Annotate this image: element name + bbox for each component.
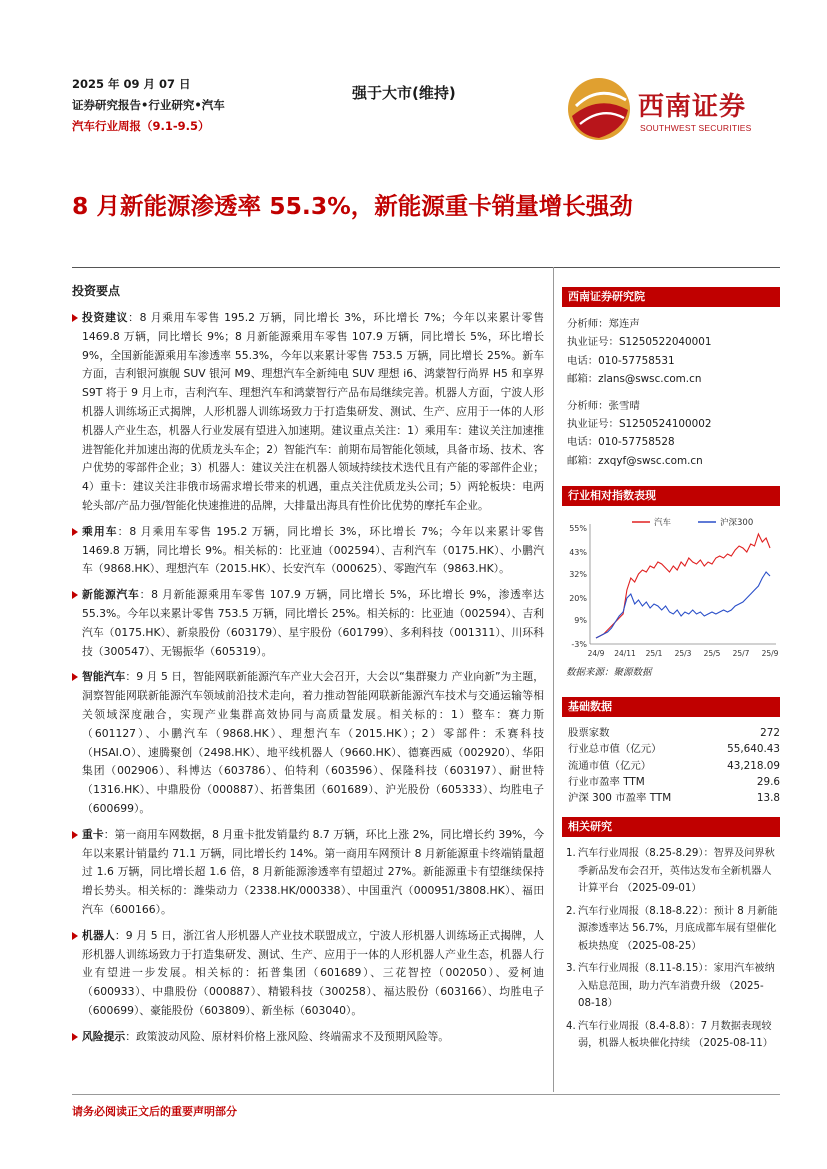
series-line-auto xyxy=(596,534,770,638)
header-divider xyxy=(72,267,780,268)
bullet-icon xyxy=(72,932,78,940)
y-tick-label: 55% xyxy=(569,524,587,533)
logo-cn-text: 西南证券 xyxy=(638,92,747,122)
table-row: 流通市值（亿元） 43,218.09 xyxy=(568,759,780,772)
x-tick-label: 24/9 xyxy=(587,649,605,658)
related-research-panel xyxy=(562,817,780,1058)
analyst-cert: 执业证号：S1250522040001 xyxy=(567,336,712,349)
list-item[interactable]: 2. 汽车行业周报（8.18-8.22）：预计 8 月新能源渗透率达 56.7%，月底成都车展有望催化板块热度 （2025-08-25） xyxy=(566,905,778,952)
para-heavy-truck: 重卡：第一商用车网数据，8 月重卡批发销量约 8.7 万辆，环比上涨 2%，同比增长约 39%，今年以来累计销量约 71.1 万辆，同比增长约 14%。第一商用车网预计 8 月新能源重卡终端销量超过 1.6 万辆，同比增长超 1.6 倍，8 月新能源渗透率有望超过 27%。新能源重卡有望继续保持增长势头。相关标的：潍柴动力（2338.HK/000338）、中国重汽（000951/3808.HK）、福田汽车（600166）。 xyxy=(72,826,544,920)
related-research-list xyxy=(562,845,780,1053)
analyst-name: 分析师：郑连声 xyxy=(567,318,640,330)
report-title: 8 月新能源渗透率 55.3%，新能源重卡销量增长强劲 xyxy=(72,192,633,220)
analyst-phone: 电话：010-57758528 xyxy=(567,436,675,449)
logo-en-text: SOUTHWEST SECURITIES xyxy=(640,123,752,133)
index-line-chart xyxy=(562,514,780,664)
column-divider xyxy=(553,267,554,1092)
legend-label: 汽车 xyxy=(654,518,672,528)
analyst-card xyxy=(562,315,780,470)
x-tick-label: 25/7 xyxy=(732,649,750,658)
y-tick-label: -3% xyxy=(571,640,587,649)
report-meta xyxy=(72,74,225,137)
bullet-icon xyxy=(72,831,78,839)
y-tick-label: 32% xyxy=(569,570,587,579)
related-research-heading: 相关研究 xyxy=(562,817,780,837)
industry-rating: 强于大市(维持) xyxy=(352,84,456,102)
bullet-icon xyxy=(72,314,78,322)
institute-heading: 西南证券研究院 xyxy=(562,287,780,307)
basic-data-table xyxy=(562,725,780,806)
investment-highlights xyxy=(72,282,544,1053)
table-row: 行业市盈率 TTM 29.6 xyxy=(568,775,780,788)
x-tick-label: 25/5 xyxy=(703,649,721,658)
list-item[interactable]: 3. 汽车行业周报（8.11-8.15）：家用汽车被纳入贴息范围，助力汽车消费升级 （2025-08-18） xyxy=(566,963,775,1009)
company-logo xyxy=(566,76,766,140)
index-chart-heading: 行业相对指数表现 xyxy=(562,486,780,506)
table-row: 行业总市值（亿元） 55,640.43 xyxy=(568,743,780,756)
analyst-phone: 电话：010-57758531 xyxy=(567,354,675,367)
footer-disclaimer: 请务必阅读正文后的重要声明部分 xyxy=(72,1105,237,1118)
basic-data-panel xyxy=(562,697,780,806)
analyst-email[interactable]: 邮箱：zxqyf@swsc.com.cn xyxy=(567,454,703,467)
logo-emblem-icon xyxy=(566,76,632,142)
para-investment-advice: 投资建议：8 月乘用车零售 195.2 万辆，同比增长 3%，环比增长 7%；今年以来累计零售 1469.8 万辆，同比增长 9%；8 月新能源乘用车零售 107.9 万辆，同比增长 5%，环比增长 9%，全国新能源乘用车渗透率 55.3%，今年以来累计零售 753.5 万辆，同比增长 25%。新车方面，吉利银河旗舰 SUV 银河 M9、理想汽车全新纯电 SUV 理想 i6、鸿蒙智行尚界 H5 和享界 S9T 将于 9 月上市，吉利汽车、理想汽车和鸿蒙智行产品布局继续完善。机器人方面，宁波人形机器人训练场正式揭牌，人形机器人训练场致力于打造集研发、测试、生产、应用于一体的人形机器人产业生态，机器人行业发展有望进入加速期。建议重点关注：1）乘用车：建议关注加速推进智能化并加速出海的优质龙头车企；2）智能汽车：前期布局智能化领域，具备市场、技术、客户优势的零部件企业；3）机器人：建议关注在机器人领域持续技术迭代且有产能的零部件企业；4）重卡：建议关注非俄市场需求增长带来的机遇，重点关注优质龙头公司；5）两轮板块：电两轮头部/产品力强/智能化快速推进的品牌，大排量出海具有性价比优势的摩托车企业。 xyxy=(72,309,544,516)
x-tick-label: 25/3 xyxy=(674,649,692,658)
investment-heading: 投资要点 xyxy=(72,284,121,298)
basic-data-heading: 基础数据 xyxy=(562,697,780,717)
para-risk: 风险提示：政策波动风险、原材料价格上涨风险、终端需求不及预期风险等。 xyxy=(72,1028,544,1047)
x-tick-label: 25/1 xyxy=(645,649,663,658)
para-nev: 新能源汽车：8 月新能源乘用车零售 107.9 万辆，同比增长 5%，环比增长 9%，渗透率达 55.3%。今年以来累计零售 753.5 万辆，同比增长 25%。相关标的：比亚迪（002594）、吉利汽车（0175.HK）、新泉股份（603179）、星宇股份（601799）、多利科技（001311）、川环科技（300547）、无锡振华（605319）。 xyxy=(72,586,544,661)
para-passenger-car: 乘用车：8 月乘用车零售 195.2 万辆，同比增长 3%，环比增长 7%；今年以来累计零售 1469.8 万辆，同比增长 9%。相关标的：比亚迪（002594）、吉利汽车（0175.HK）、小鹏汽车（9868.HK）、理想汽车（2015.HK）、长安汽车（000625）、零跑汽车（9863.HK）。 xyxy=(72,523,544,579)
institute-panel xyxy=(562,287,780,470)
list-item[interactable]: 1. 汽车行业周报（8.25-8.29）：智界及问界秋季新品发布会召开，英伟达发布全新机器人计算平台 （2025-09-01） xyxy=(566,848,775,894)
bullet-icon xyxy=(72,528,78,536)
list-item[interactable]: 4. 汽车行业周报（8.4-8.8）：7 月数据表现较弱，机器人板块催化持续 （2025-08-11） xyxy=(566,1020,773,1049)
table-row: 股票家数 272 xyxy=(568,727,780,739)
analyst-name: 分析师：张雪晴 xyxy=(567,399,640,412)
y-tick-label: 20% xyxy=(569,594,587,603)
y-tick-label: 9% xyxy=(574,616,587,625)
analyst-cert: 执业证号：S1250524100002 xyxy=(567,418,712,431)
bullet-icon xyxy=(72,673,78,681)
para-smart-car: 智能汽车：9 月 5 日，智能网联新能源汽车产业大会召开，大会以“集群聚力 产业向新”为主题，洞察智能网联新能源汽车领域前沿技术走向，着力推动智能网联新能源汽车技术与交通运输等相关领域深度融合，实现产业集群高效协同与高质量发展。相关标的：1）整车：赛力斯（601127）、小鹏汽车（9868.HK）、理想汽车（2015.HK）；2）零部件：禾赛科技（HSAI.O）、速腾聚创（2498.HK）、地平线机器人（9660.HK）、德赛西威（002920）、华阳集团（002906）、科博达（603786）、伯特利（603596）、保隆科技（603197）、耐世特（1316.HK）、中鼎股份（000887）、拓普集团（601689）、沪光股份（605333）、均胜电子（600699）。 xyxy=(72,668,544,818)
legend-label: 沪深300 xyxy=(720,518,754,528)
x-tick-label: 25/9 xyxy=(761,649,779,658)
series-line-csi300 xyxy=(596,572,770,638)
report-type: 证券研究报告•行业研究•汽车 xyxy=(72,98,225,112)
table-row: 沪深 300 市盈率 TTM 13.8 xyxy=(568,792,780,805)
bullet-icon xyxy=(72,1033,78,1041)
chart-source: 数据来源：聚源数据 xyxy=(566,667,652,678)
report-date: 2025 年 09 月 07 日 xyxy=(72,77,191,91)
bullet-icon xyxy=(72,591,78,599)
para-robot: 机器人：9 月 5 日，浙江省人形机器人产业技术联盟成立，宁波人形机器人训练场正式揭牌，人形机器人训练场致力于打造集研发、测试、生产、应用于一体的人形机器人产业生态，机器人行业有望进一步发展。相关标的：拓普集团（601689）、三花智控（002050）、爱柯迪（600933）、中鼎股份（000887）、精锻科技（300258）、福达股份（603166）、均胜电子（600699）、豪能股份（603809）、新坐标（603040）。 xyxy=(72,927,544,1021)
index-chart xyxy=(562,514,780,664)
y-tick-label: 43% xyxy=(569,548,587,557)
analyst-email[interactable]: 邮箱：zlans@swsc.com.cn xyxy=(567,373,702,386)
report-name: 汽车行业周报（9.1-9.5） xyxy=(72,119,210,133)
footer-divider xyxy=(72,1094,780,1095)
x-tick-label: 24/11 xyxy=(614,649,636,658)
index-chart-panel xyxy=(562,486,780,678)
